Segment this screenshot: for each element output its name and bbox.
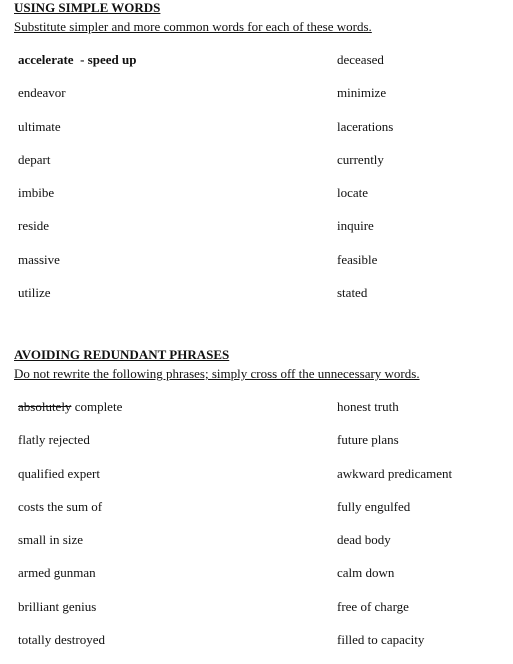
phrase-item: small in size bbox=[18, 532, 83, 548]
list-item bbox=[18, 498, 498, 531]
example-phrase bbox=[18, 398, 122, 415]
list-item bbox=[18, 398, 498, 431]
word-item: lacerations bbox=[337, 118, 394, 134]
phrase-item: brilliant genius bbox=[18, 598, 97, 614]
list-item bbox=[18, 118, 498, 151]
example-answer: speed up bbox=[87, 52, 137, 67]
simple-words-heading: USING SIMPLE WORDS bbox=[14, 0, 161, 15]
phrase-item: costs the sum of bbox=[18, 498, 103, 514]
list-item bbox=[18, 217, 498, 250]
phrase-item: calm down bbox=[337, 565, 395, 581]
simple-words-grid bbox=[18, 51, 498, 317]
redundant-phrases-section bbox=[14, 347, 513, 382]
phrase-item: future plans bbox=[337, 432, 399, 448]
word-item: utilize bbox=[18, 285, 51, 301]
word-item: ultimate bbox=[18, 118, 61, 134]
phrase-item: awkward predicament bbox=[337, 465, 453, 481]
redundant-phrases-grid bbox=[18, 398, 498, 664]
list-item bbox=[18, 631, 498, 664]
phrase-item: flatly rejected bbox=[18, 432, 90, 448]
list-item bbox=[18, 465, 498, 498]
list-item bbox=[18, 431, 498, 464]
example-phrase-rest: complete bbox=[71, 399, 123, 414]
list-item bbox=[18, 184, 498, 217]
word-item: deceased bbox=[337, 52, 384, 67]
word-item: massive bbox=[18, 251, 60, 267]
list-item bbox=[18, 284, 498, 317]
list-item bbox=[18, 598, 498, 631]
list-item bbox=[18, 84, 498, 117]
list-item bbox=[18, 564, 498, 597]
phrase-item: armed gunman bbox=[18, 565, 96, 581]
simple-words-section bbox=[14, 0, 513, 35]
redundant-phrases-instruction: Do not rewrite the following phrases; simply cross off the unnecessary words. bbox=[14, 366, 420, 381]
phrase-item: filled to capacity bbox=[337, 632, 425, 648]
word-item: imbibe bbox=[18, 185, 55, 201]
word-item: reside bbox=[18, 218, 50, 234]
list-item bbox=[18, 51, 498, 84]
list-item bbox=[18, 531, 498, 564]
phrase-item: honest truth bbox=[337, 399, 399, 414]
word-item: currently bbox=[337, 151, 384, 167]
word-item: feasible bbox=[337, 251, 378, 267]
example-separator: - bbox=[73, 52, 88, 67]
phrase-item: dead body bbox=[337, 532, 391, 548]
list-item bbox=[18, 151, 498, 184]
word-item: stated bbox=[337, 285, 368, 301]
struck-word: absolutely bbox=[18, 399, 72, 414]
word-item: inquire bbox=[337, 218, 374, 234]
phrase-item: fully engulfed bbox=[337, 498, 411, 514]
simple-words-instruction: Substitute simpler and more common words for each of these words. bbox=[14, 19, 372, 34]
phrase-item: free of charge bbox=[337, 598, 409, 614]
example-word: accelerate bbox=[18, 52, 74, 67]
word-item: minimize bbox=[337, 85, 387, 101]
redundant-phrases-heading: AVOIDING REDUNDANT PHRASES bbox=[14, 347, 230, 362]
word-item: locate bbox=[337, 185, 369, 201]
phrase-item: totally destroyed bbox=[18, 632, 106, 648]
example-word-pair bbox=[18, 51, 136, 68]
word-item: endeavor bbox=[18, 85, 66, 101]
list-item bbox=[18, 251, 498, 284]
word-item: depart bbox=[18, 151, 51, 167]
phrase-item: qualified expert bbox=[18, 465, 100, 481]
